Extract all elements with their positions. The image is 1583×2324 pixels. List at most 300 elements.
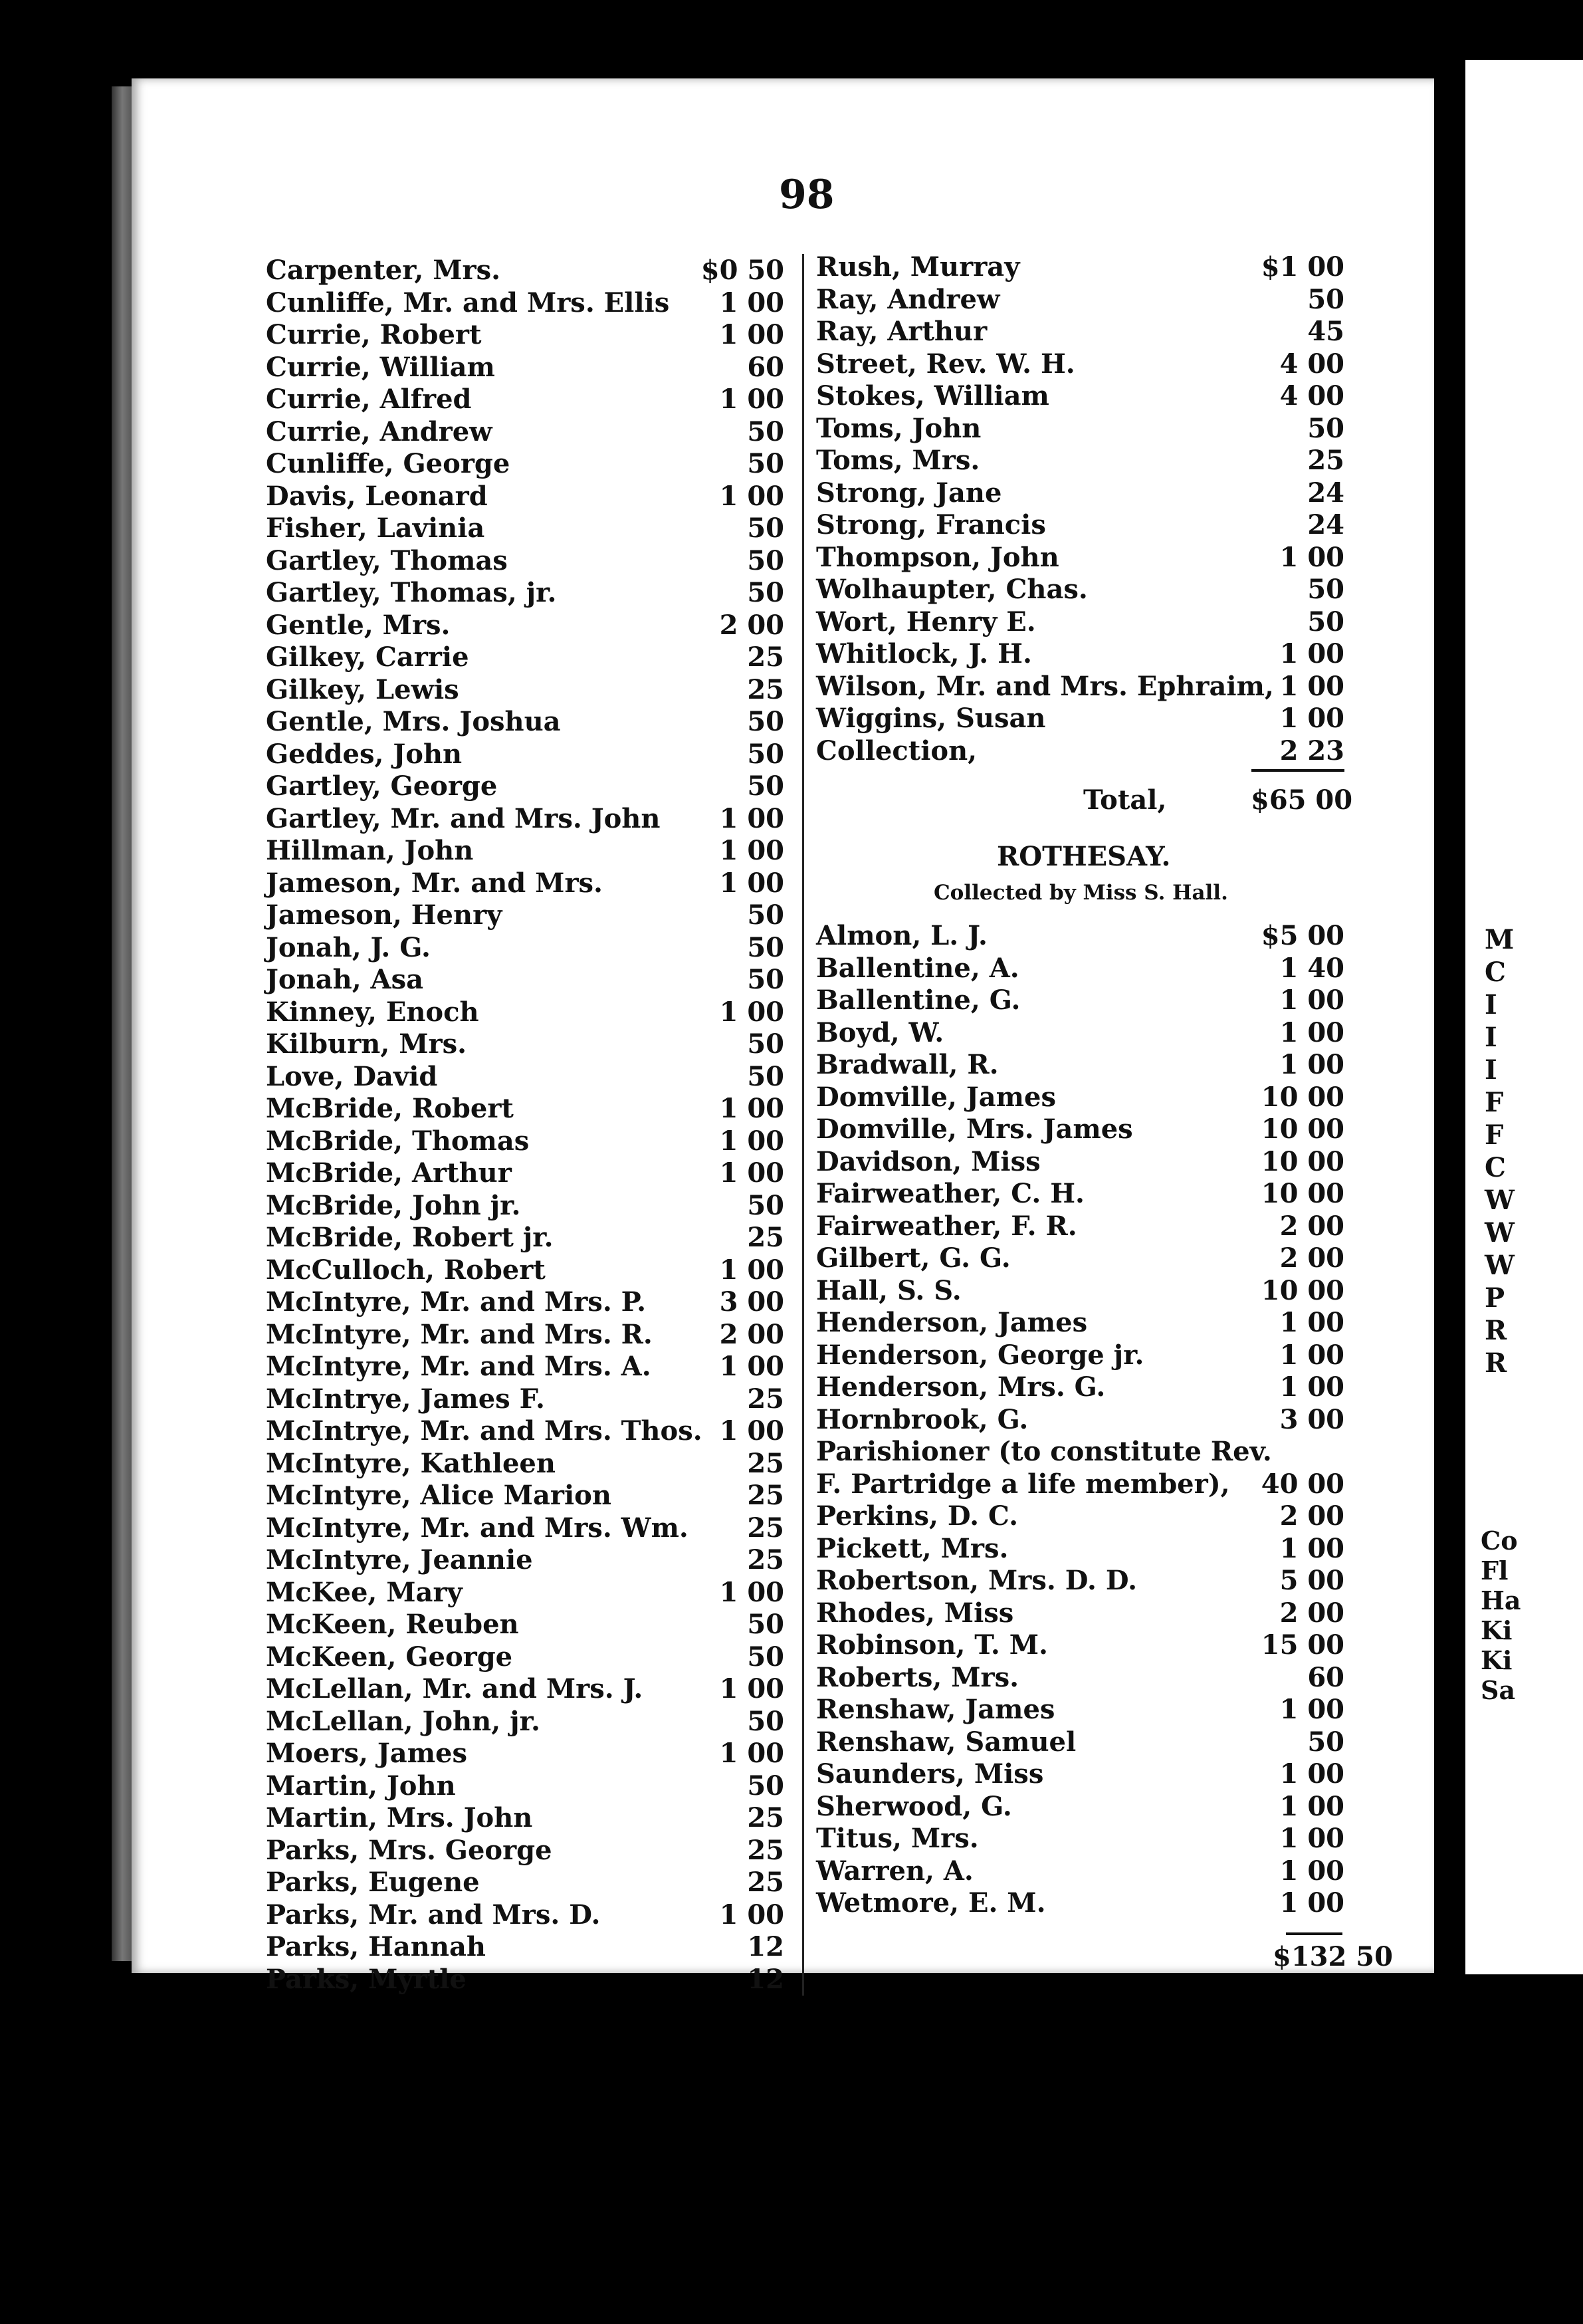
grand-total: $132 50 bbox=[1273, 1941, 1393, 1972]
entry-name: Jonah, J. G. bbox=[266, 931, 431, 963]
entry-name: Currie, William bbox=[266, 351, 495, 383]
list-item bbox=[816, 1049, 1344, 1082]
list-item bbox=[816, 1694, 1344, 1726]
entry-name: Street, Rev. W. H. bbox=[816, 348, 1075, 380]
list-item bbox=[266, 319, 784, 352]
edge-fragment: M bbox=[1485, 924, 1515, 955]
entry-name: Almon, L. J. bbox=[816, 920, 988, 951]
total-rule bbox=[1251, 769, 1344, 772]
entry-amount: 1 00 bbox=[719, 319, 784, 350]
entry-name: Parishioner (to constitute Rev. bbox=[816, 1436, 1272, 1467]
entry-name: Gentle, Mrs. Joshua bbox=[266, 706, 561, 737]
list-item bbox=[816, 1275, 1344, 1308]
list-item bbox=[266, 1931, 784, 1964]
entry-amount: $1 00 bbox=[1261, 251, 1344, 283]
list-item bbox=[266, 1770, 784, 1803]
entry-amount: 24 bbox=[1307, 509, 1344, 540]
entry-name: Ballentine, G. bbox=[816, 985, 1021, 1016]
edge-fragment: F bbox=[1485, 1119, 1504, 1151]
entry-amount: 1 00 bbox=[1279, 1823, 1344, 1854]
entry-amount: 12 bbox=[747, 1963, 784, 1995]
entry-name: McBride, John jr. bbox=[266, 1189, 521, 1221]
list-item bbox=[266, 448, 784, 481]
entry-amount: 1 00 bbox=[719, 867, 784, 899]
list-item bbox=[816, 735, 1344, 768]
entry-name: Parks, Mrs. George bbox=[266, 1834, 552, 1866]
entry-amount: 1 00 bbox=[1279, 1855, 1344, 1887]
list-item bbox=[266, 1673, 784, 1706]
entry-name: Henderson, James bbox=[816, 1307, 1088, 1338]
entry-amount: 1 00 bbox=[1279, 1532, 1344, 1564]
entry-name: McIntyre, Kathleen bbox=[266, 1447, 556, 1479]
list-item bbox=[266, 1577, 784, 1609]
list-item bbox=[816, 1533, 1344, 1566]
entry-amount: 3 00 bbox=[1279, 1403, 1344, 1435]
entry-amount: 50 bbox=[747, 964, 784, 995]
list-item bbox=[266, 1641, 784, 1674]
entry-name: Bradwall, R. bbox=[816, 1049, 999, 1080]
list-item bbox=[266, 1802, 784, 1835]
entry-name: Thompson, John bbox=[816, 541, 1059, 573]
entry-name: Warren, A. bbox=[816, 1855, 974, 1887]
entry-name: Gartley, Thomas, jr. bbox=[266, 577, 557, 608]
list-item bbox=[266, 1544, 784, 1577]
entry-name: Ballentine, A. bbox=[816, 952, 1019, 984]
entry-amount: 40 00 bbox=[1261, 1468, 1344, 1500]
list-item bbox=[816, 445, 1344, 477]
next-page-text-fragments-lower bbox=[1481, 1526, 1521, 1705]
entry-amount: 1 00 bbox=[1279, 670, 1344, 702]
list-item bbox=[266, 1738, 784, 1770]
entry-name: Gartley, George bbox=[266, 770, 498, 802]
entry-amount: 50 bbox=[747, 1028, 784, 1060]
list-item bbox=[266, 1157, 784, 1190]
entry-amount: 50 bbox=[747, 1189, 784, 1221]
list-item bbox=[266, 1286, 784, 1319]
entry-name: Robinson, T. M. bbox=[816, 1629, 1048, 1661]
list-item bbox=[266, 964, 784, 996]
entry-amount: 25 bbox=[747, 1834, 784, 1866]
entry-name: Currie, Robert bbox=[266, 319, 482, 350]
next-page-text-fragments bbox=[1485, 924, 1515, 1380]
entry-amount: 1 00 bbox=[719, 1415, 784, 1447]
entry-name: Renshaw, Samuel bbox=[816, 1726, 1077, 1758]
entry-amount: 1 00 bbox=[719, 1254, 784, 1286]
right-column-top bbox=[816, 251, 1344, 767]
entry-name: McBride, Robert bbox=[266, 1093, 514, 1124]
edge-fragment: C bbox=[1485, 957, 1506, 988]
entry-amount: 50 bbox=[747, 1641, 784, 1673]
list-item bbox=[266, 384, 784, 416]
list-item bbox=[816, 509, 1344, 542]
list-item bbox=[266, 545, 784, 578]
list-item bbox=[816, 1404, 1344, 1437]
entry-name: Toms, Mrs. bbox=[816, 445, 980, 476]
entry-name: McIntyre, Mr. and Mrs. P. bbox=[266, 1286, 647, 1318]
entry-amount: 50 bbox=[747, 706, 784, 737]
list-item bbox=[816, 1887, 1344, 1920]
column-divider bbox=[802, 254, 804, 1996]
list-item bbox=[816, 251, 1344, 284]
entry-amount: 25 bbox=[747, 1447, 784, 1479]
edge-fragment: Ha bbox=[1481, 1585, 1521, 1615]
list-item bbox=[266, 1512, 784, 1545]
entry-name: Rush, Murray bbox=[816, 251, 1020, 283]
entry-name: Stokes, William bbox=[816, 380, 1049, 411]
list-item bbox=[816, 1823, 1344, 1855]
list-item bbox=[266, 1448, 784, 1480]
edge-fragment: I bbox=[1485, 1022, 1497, 1053]
list-item bbox=[266, 255, 784, 287]
entry-name: Gentle, Mrs. bbox=[266, 609, 451, 641]
entry-name: McBride, Arthur bbox=[266, 1157, 512, 1189]
entry-amount: 1 00 bbox=[1279, 1758, 1344, 1790]
edge-fragment: Fl bbox=[1481, 1556, 1509, 1585]
entry-amount: 12 bbox=[747, 1931, 784, 1962]
list-item bbox=[816, 316, 1344, 348]
entry-amount: 1 00 bbox=[719, 1351, 784, 1382]
list-item bbox=[266, 835, 784, 868]
list-item bbox=[816, 380, 1344, 413]
entry-name: McKeen, George bbox=[266, 1641, 513, 1673]
list-item bbox=[266, 1964, 784, 1996]
entry-amount: 1 00 bbox=[1279, 638, 1344, 669]
entry-name: Ray, Andrew bbox=[816, 283, 1000, 315]
entry-name: Wetmore, E. M. bbox=[816, 1887, 1046, 1918]
list-item bbox=[816, 1791, 1344, 1823]
entry-name: Henderson, Mrs. G. bbox=[816, 1371, 1106, 1403]
entry-amount: 50 bbox=[747, 738, 784, 770]
list-item bbox=[266, 932, 784, 965]
entry-amount: 1 00 bbox=[1279, 1016, 1344, 1048]
right-column-bottom bbox=[816, 920, 1344, 1920]
list-item bbox=[816, 1017, 1344, 1050]
entry-name: McIntyre, Jeannie bbox=[266, 1544, 533, 1575]
entry-amount: 1 00 bbox=[1279, 1371, 1344, 1403]
entry-amount: 50 bbox=[747, 1705, 784, 1737]
list-item bbox=[816, 1242, 1344, 1275]
entry-amount: 50 bbox=[747, 899, 784, 931]
entry-amount: 5 00 bbox=[1279, 1565, 1344, 1596]
entry-name: Strong, Francis bbox=[816, 509, 1046, 540]
edge-fragment: P bbox=[1485, 1282, 1505, 1314]
entry-amount: 50 bbox=[1307, 412, 1344, 444]
entry-name: McKee, Mary bbox=[266, 1576, 463, 1608]
entry-name: Boyd, W. bbox=[816, 1016, 944, 1048]
entry-name: Jameson, Mr. and Mrs. bbox=[266, 867, 603, 899]
list-item bbox=[816, 1146, 1344, 1179]
entry-name: Hall, S. S. bbox=[816, 1274, 962, 1306]
entry-name: Martin, John bbox=[266, 1770, 456, 1801]
list-item bbox=[816, 1178, 1344, 1211]
entry-name: Martin, Mrs. John bbox=[266, 1802, 533, 1833]
edge-fragment: Sa bbox=[1481, 1675, 1516, 1705]
entry-name: Parks, Myrtle bbox=[266, 1963, 467, 1995]
total-amount: $65 00 bbox=[1251, 784, 1353, 816]
entry-name: Gartley, Mr. and Mrs. John bbox=[266, 802, 661, 834]
entry-amount: 50 bbox=[747, 577, 784, 608]
entry-amount: 25 bbox=[747, 1222, 784, 1253]
entry-name: Fairweather, F. R. bbox=[816, 1210, 1077, 1242]
entry-amount: 60 bbox=[747, 351, 784, 383]
entry-amount: 1 40 bbox=[1279, 952, 1344, 984]
entry-amount: 1 00 bbox=[719, 802, 784, 834]
list-item bbox=[816, 1500, 1344, 1533]
entry-name: Cunliffe, Mr. and Mrs. Ellis bbox=[266, 287, 670, 318]
list-item bbox=[816, 413, 1344, 445]
list-item bbox=[266, 803, 784, 836]
entry-name: F. Partridge a life member), bbox=[816, 1468, 1230, 1500]
entry-name: McIntyre, Mr. and Mrs. Wm. bbox=[266, 1512, 688, 1544]
entry-amount: 50 bbox=[747, 448, 784, 479]
list-item bbox=[266, 641, 784, 674]
entry-name: McBride, Thomas bbox=[266, 1125, 530, 1157]
entry-amount: 1 00 bbox=[1279, 985, 1344, 1016]
entry-name: Rhodes, Miss bbox=[816, 1597, 1014, 1629]
list-item bbox=[266, 706, 784, 739]
entry-amount: 1 00 bbox=[719, 1125, 784, 1157]
entry-name: Domville, Mrs. James bbox=[816, 1113, 1133, 1145]
list-item bbox=[266, 416, 784, 449]
list-item bbox=[266, 1899, 784, 1932]
list-item bbox=[816, 542, 1344, 574]
entry-amount: 25 bbox=[747, 641, 784, 673]
entry-name: Sherwood, G. bbox=[816, 1790, 1012, 1822]
list-item bbox=[266, 1706, 784, 1738]
entry-name: Love, David bbox=[266, 1060, 438, 1092]
edge-fragment: W bbox=[1485, 1217, 1515, 1248]
entry-name: Titus, Mrs. bbox=[816, 1823, 979, 1854]
section-title: ROTHESAY. bbox=[997, 841, 1171, 872]
list-item bbox=[816, 1726, 1344, 1759]
edge-fragment: C bbox=[1485, 1152, 1506, 1183]
list-item bbox=[266, 577, 784, 610]
entry-name: Cunliffe, George bbox=[266, 448, 510, 479]
list-item bbox=[816, 477, 1344, 510]
entry-amount: 3 00 bbox=[719, 1286, 784, 1318]
entry-amount: 1 00 bbox=[719, 835, 784, 866]
entry-amount: 10 00 bbox=[1261, 1178, 1344, 1209]
entry-amount: 50 bbox=[747, 415, 784, 447]
entry-amount: 2 00 bbox=[1279, 1242, 1344, 1274]
entry-name: McLellan, John, jr. bbox=[266, 1705, 540, 1737]
entry-name: Carpenter, Mrs. bbox=[266, 255, 501, 286]
entry-amount: 1 00 bbox=[719, 1576, 784, 1608]
entry-name: Robertson, Mrs. D. D. bbox=[816, 1565, 1138, 1596]
entry-name: McLellan, Mr. and Mrs. J. bbox=[266, 1673, 643, 1704]
list-item bbox=[816, 1211, 1344, 1243]
entry-name: Currie, Andrew bbox=[266, 415, 492, 447]
entry-name: Hornbrook, G. bbox=[816, 1403, 1029, 1435]
list-item bbox=[266, 287, 784, 320]
entry-name: Toms, John bbox=[816, 412, 982, 444]
grand-total-rule bbox=[1286, 1932, 1342, 1935]
list-item bbox=[816, 1371, 1344, 1404]
entry-name: Gartley, Thomas bbox=[266, 544, 508, 576]
entry-amount: 45 bbox=[1307, 316, 1344, 347]
section-subtitle: Collected by Miss S. Hall. bbox=[934, 881, 1228, 905]
entry-amount: 1 00 bbox=[1279, 1790, 1344, 1822]
entry-amount: 25 bbox=[747, 673, 784, 705]
entry-amount: 1 00 bbox=[1279, 541, 1344, 573]
entry-amount: 50 bbox=[1307, 574, 1344, 605]
entry-name: Roberts, Mrs. bbox=[816, 1661, 1019, 1693]
list-item bbox=[266, 1222, 784, 1254]
entry-name: Henderson, George jr. bbox=[816, 1339, 1144, 1371]
entry-name: Davidson, Miss bbox=[816, 1145, 1041, 1177]
list-item bbox=[266, 1867, 784, 1899]
entry-amount: 50 bbox=[1307, 283, 1344, 315]
entry-amount: 24 bbox=[1307, 477, 1344, 509]
list-item bbox=[266, 1125, 784, 1158]
entry-name: Gilkey, Lewis bbox=[266, 673, 459, 705]
list-item bbox=[816, 1113, 1344, 1146]
list-item bbox=[266, 1093, 784, 1125]
entry-amount: 10 00 bbox=[1261, 1274, 1344, 1306]
entry-amount: 1 00 bbox=[1279, 1887, 1344, 1918]
entry-name: Fairweather, C. H. bbox=[816, 1178, 1085, 1209]
list-item bbox=[266, 1835, 784, 1867]
entry-name: McIntyre, Mr. and Mrs. R. bbox=[266, 1318, 653, 1350]
entry-amount: 1 00 bbox=[719, 1673, 784, 1704]
entry-name: Ray, Arthur bbox=[816, 316, 988, 347]
entry-name: McIntyre, Alice Marion bbox=[266, 1480, 611, 1511]
list-item bbox=[266, 1609, 784, 1641]
entry-amount: 50 bbox=[747, 1770, 784, 1801]
list-item bbox=[816, 985, 1344, 1017]
list-item bbox=[266, 1254, 784, 1287]
edge-fragment: W bbox=[1485, 1250, 1515, 1281]
entry-amount: 4 00 bbox=[1279, 348, 1344, 380]
entry-name: Gilbert, G. G. bbox=[816, 1242, 1011, 1274]
entry-name: McIntrye, Mr. and Mrs. Thos. bbox=[266, 1415, 702, 1447]
page-number: 98 bbox=[779, 172, 835, 218]
entry-name: McIntrye, James F. bbox=[266, 1383, 545, 1415]
entry-amount: 2 00 bbox=[1279, 1210, 1344, 1242]
entry-name: Collection, bbox=[816, 735, 978, 766]
entry-name: Perkins, D. C. bbox=[816, 1500, 1019, 1532]
entry-name: Gilkey, Carrie bbox=[266, 641, 469, 673]
entry-amount: 1 00 bbox=[719, 1899, 784, 1930]
entry-name: Jonah, Asa bbox=[266, 964, 424, 995]
entry-amount: $0 50 bbox=[700, 255, 784, 286]
edge-fragment: R bbox=[1485, 1315, 1507, 1346]
edge-fragment: F bbox=[1485, 1087, 1504, 1118]
entry-amount: $5 00 bbox=[1261, 920, 1344, 951]
entry-name: Domville, James bbox=[816, 1081, 1056, 1113]
entry-name: Jameson, Henry bbox=[266, 899, 502, 931]
edge-fragment: R bbox=[1485, 1347, 1507, 1379]
entry-amount: 2 23 bbox=[1279, 735, 1344, 766]
list-item bbox=[266, 1480, 784, 1512]
list-item bbox=[816, 348, 1344, 381]
edge-fragment: I bbox=[1485, 1054, 1497, 1086]
list-item bbox=[266, 739, 784, 771]
entry-amount: 25 bbox=[747, 1867, 784, 1898]
entry-amount: 25 bbox=[747, 1480, 784, 1511]
entry-amount: 1 00 bbox=[1279, 1339, 1344, 1371]
entry-name: Saunders, Miss bbox=[816, 1758, 1044, 1790]
edge-fragment: Co bbox=[1481, 1526, 1518, 1556]
entry-name: Renshaw, James bbox=[816, 1694, 1055, 1725]
entry-name: McIntyre, Mr. and Mrs. A. bbox=[266, 1351, 651, 1382]
entry-amount: 50 bbox=[747, 544, 784, 576]
list-item bbox=[816, 574, 1344, 606]
list-item bbox=[266, 1383, 784, 1416]
entry-amount: 1 00 bbox=[719, 1093, 784, 1124]
entry-name: Wolhaupter, Chas. bbox=[816, 574, 1088, 605]
list-item bbox=[266, 899, 784, 932]
entry-name: McCulloch, Robert bbox=[266, 1254, 546, 1286]
entry-amount: 1 00 bbox=[719, 480, 784, 512]
entry-name: Fisher, Lavinia bbox=[266, 513, 485, 544]
entry-amount: 10 00 bbox=[1261, 1113, 1344, 1145]
entry-amount: 50 bbox=[1307, 606, 1344, 638]
entry-name: McKeen, Reuben bbox=[266, 1609, 519, 1640]
list-item bbox=[266, 1415, 784, 1448]
list-item bbox=[816, 1597, 1344, 1630]
list-item bbox=[266, 1028, 784, 1061]
entry-amount: 1 00 bbox=[719, 1157, 784, 1189]
entry-amount: 1 00 bbox=[1279, 703, 1344, 734]
edge-fragment: Ki bbox=[1481, 1645, 1513, 1675]
entry-name: Wilson, Mr. and Mrs. Ephraim, bbox=[816, 670, 1274, 702]
entry-amount: 50 bbox=[747, 1609, 784, 1640]
entry-name: Kilburn, Mrs. bbox=[266, 1028, 467, 1060]
entry-name: Strong, Jane bbox=[816, 477, 1002, 509]
list-item bbox=[266, 1351, 784, 1383]
entry-name: Davis, Leonard bbox=[266, 480, 488, 512]
entry-amount: 1 00 bbox=[719, 996, 784, 1028]
list-item bbox=[266, 1190, 784, 1222]
total-label: Total, bbox=[1083, 784, 1167, 816]
list-item bbox=[266, 770, 784, 803]
entry-amount: 2 00 bbox=[719, 609, 784, 641]
entry-amount: 4 00 bbox=[1279, 380, 1344, 411]
list-item bbox=[816, 1629, 1344, 1662]
entry-amount: 50 bbox=[747, 1060, 784, 1092]
entry-amount: 10 00 bbox=[1261, 1081, 1344, 1113]
entry-amount: 1 00 bbox=[719, 287, 784, 318]
list-item bbox=[816, 1339, 1344, 1372]
entry-name: Parks, Eugene bbox=[266, 1867, 480, 1898]
list-item bbox=[816, 1855, 1344, 1888]
list-item bbox=[816, 1468, 1344, 1501]
entry-name: Parks, Mr. and Mrs. D. bbox=[266, 1899, 601, 1930]
entry-name: Kinney, Enoch bbox=[266, 996, 479, 1028]
list-item bbox=[816, 1565, 1344, 1597]
entry-amount: 60 bbox=[1307, 1661, 1344, 1693]
list-item bbox=[266, 996, 784, 1029]
entry-amount: 50 bbox=[1307, 1726, 1344, 1758]
list-item bbox=[816, 1082, 1344, 1114]
entry-name: Moers, James bbox=[266, 1738, 467, 1769]
entry-amount: 25 bbox=[747, 1544, 784, 1575]
list-item bbox=[816, 1662, 1344, 1694]
entry-name: Hillman, John bbox=[266, 835, 474, 866]
entry-amount: 2 00 bbox=[1279, 1597, 1344, 1629]
entry-amount: 25 bbox=[747, 1802, 784, 1833]
list-item bbox=[816, 953, 1344, 985]
entry-amount: 50 bbox=[747, 770, 784, 802]
entry-amount: 1 00 bbox=[1279, 1049, 1344, 1080]
list-item bbox=[266, 481, 784, 513]
entry-amount: 2 00 bbox=[719, 1318, 784, 1350]
list-item bbox=[266, 513, 784, 545]
entry-name: Pickett, Mrs. bbox=[816, 1532, 1009, 1564]
entry-amount: 1 00 bbox=[1279, 1307, 1344, 1338]
left-column bbox=[266, 255, 784, 1996]
